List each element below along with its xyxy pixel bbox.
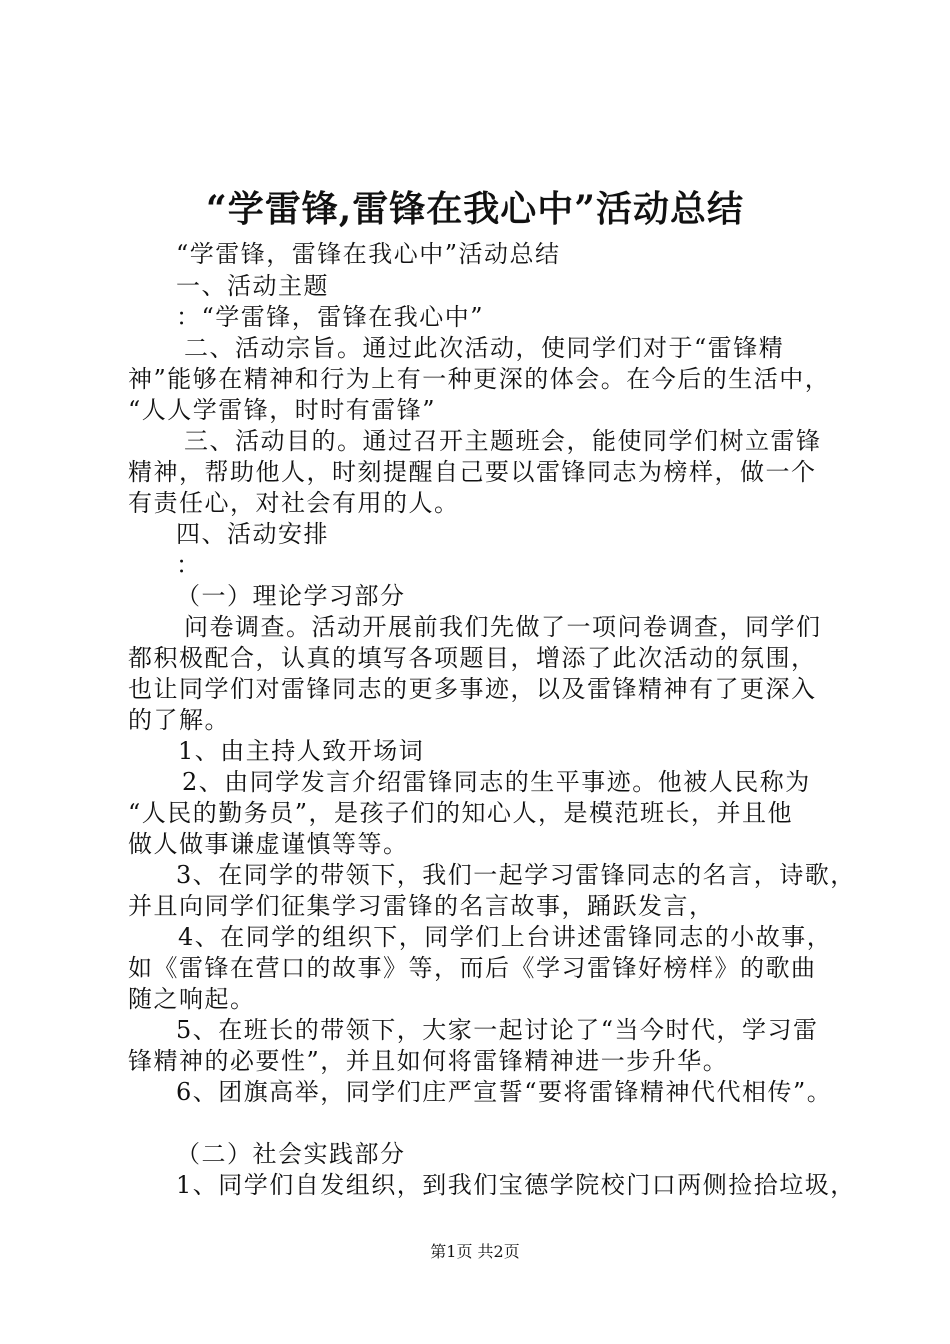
body-line: 锋精神的必要性”，并且如何将雷锋精神进一步升华。 [128,1047,729,1075]
page-footer: 第1页 共2页 [430,1242,520,1261]
body-line: 随之响起。 [128,985,256,1013]
body-line: 一、活动主题 [176,272,329,300]
section-heading: （二）社会实践部分 [176,1140,406,1168]
body-line: “学雷锋，雷锋在我心中”活动总结 [176,240,561,268]
body-line: 四、活动安排 [176,520,329,548]
body-line: 二、活动宗旨。通过此次活动，使同学们对于“雷锋精 [184,334,785,362]
section-heading: （一）理论学习部分 [176,582,406,610]
body-line: 4、在同学的组织下，同学们上台讲述雷锋同志的小故事， [178,923,833,951]
body-line: 6、团旗高举，同学们庄严宣誓“要将雷锋精神代代相传”。 [176,1078,833,1106]
body-line: 有责任心，对社会有用的人。 [128,489,460,517]
body-line: 如《雷锋在营口的故事》等，而后《学习雷锋好榜样》的歌曲 [128,954,817,982]
document-title: “学雷锋,雷锋在我心中”活动总结 [206,188,744,230]
body-line: 都积极配合，认真的填写各项题目，增添了此次活动的氛围， [128,644,817,672]
body-line: ： [176,551,202,579]
body-line: 也让同学们对雷锋同志的更多事迹，以及雷锋精神有了更深入 [128,675,817,703]
body-line: 做人做事谦虚谨慎等等。 [128,830,409,858]
body-line: 精神，帮助他人，时刻提醒自己要以雷锋同志为榜样，做一个 [128,458,817,486]
body-line: 5、在班长的带领下，大家一起讨论了“当今时代，学习雷 [176,1016,819,1044]
body-line: 并且向同学们征集学习雷锋的名言故事，踊跃发言， [128,892,715,920]
body-line: “人人学雷锋，时时有雷锋” [128,396,437,424]
body-line: 2、由同学发言介绍雷锋同志的生平事迹。他被人民称为 [182,768,811,796]
body-line: ：“学雷锋，雷锋在我心中” [176,303,485,331]
body-line: 问卷调查。活动开展前我们先做了一项问卷调查，同学们 [184,613,822,641]
body-line: 1、由主持人致开场词 [178,737,425,765]
body-line: 的了解。 [128,706,230,734]
body-line: “人民的勤务员”，是孩子们的知心人，是模范班长，并且他 [128,799,794,827]
body-line: 1、同学们自发组织，到我们宝德学院校门口两侧捡拾垃圾， [176,1171,856,1199]
body-line: 三、活动目的。通过召开主题班会，能使同学们树立雷锋 [184,427,822,455]
body-line: 神”能够在精神和行为上有一种更深的体会。在今后的生活中， [128,365,831,393]
body-line: 3、在同学的带领下，我们一起学习雷锋同志的名言，诗歌， [176,861,856,889]
